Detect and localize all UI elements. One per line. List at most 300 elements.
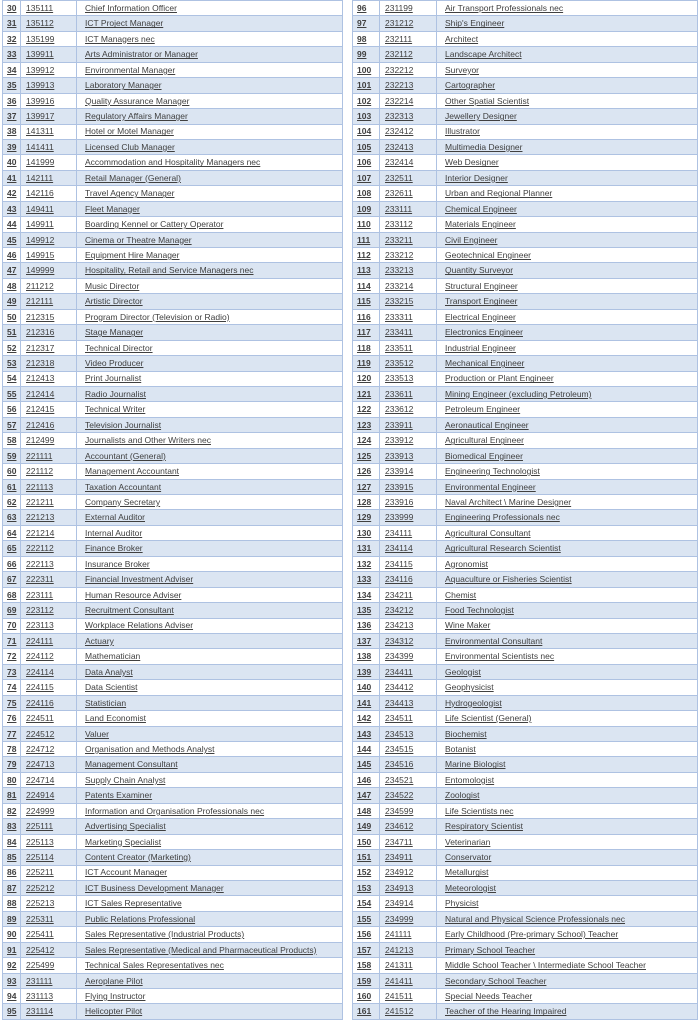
row-number-link[interactable]: 139 xyxy=(357,666,372,677)
row-number-link[interactable]: 86 xyxy=(7,867,17,878)
row-number-link[interactable]: 58 xyxy=(7,435,17,446)
occupation-code-link[interactable]: 141411 xyxy=(26,141,54,152)
occupation-code-link[interactable]: 141311 xyxy=(26,126,54,137)
occupation-code-link[interactable]: 224511 xyxy=(26,713,54,724)
row-number-link[interactable]: 35 xyxy=(7,80,17,91)
occupation-title-link[interactable]: Naval Architect \ Marine Designer xyxy=(445,496,572,507)
occupation-title-link[interactable]: Management Accountant xyxy=(85,466,180,477)
occupation-code-link[interactable]: 233911 xyxy=(385,419,413,430)
occupation-code-link[interactable]: 141999 xyxy=(26,157,55,168)
row-number-link[interactable]: 40 xyxy=(7,157,17,168)
row-number-link[interactable]: 148 xyxy=(357,805,372,816)
occupation-code-link[interactable]: 142116 xyxy=(26,188,54,199)
row-number-link[interactable]: 93 xyxy=(7,975,17,986)
occupation-title-link[interactable]: Travel Agency Manager xyxy=(85,188,175,199)
occupation-title-link[interactable]: Botanist xyxy=(445,743,476,754)
row-number-link[interactable]: 104 xyxy=(357,126,372,137)
occupation-code-link[interactable]: 241411 xyxy=(385,975,413,986)
occupation-code-link[interactable]: 234913 xyxy=(385,882,414,893)
row-number-link[interactable]: 76 xyxy=(7,713,17,724)
row-number-link[interactable]: 159 xyxy=(357,975,372,986)
row-number-link[interactable]: 125 xyxy=(357,450,372,461)
row-number-link[interactable]: 70 xyxy=(7,620,17,631)
row-number-link[interactable]: 66 xyxy=(7,558,17,569)
occupation-title-link[interactable]: Agricultural Engineer xyxy=(445,435,524,446)
row-number-link[interactable]: 101 xyxy=(357,80,372,91)
occupation-code-link[interactable]: 223113 xyxy=(26,620,54,631)
occupation-code-link[interactable]: 234612 xyxy=(385,821,414,832)
row-number-link[interactable]: 122 xyxy=(357,404,372,415)
row-number-link[interactable]: 132 xyxy=(357,558,372,569)
occupation-title-link[interactable]: Surveyor xyxy=(445,64,480,75)
occupation-code-link[interactable]: 224714 xyxy=(26,774,55,785)
occupation-title-link[interactable]: Advertising Specialist xyxy=(85,821,166,832)
row-number-link[interactable]: 60 xyxy=(7,466,17,477)
row-number-link[interactable]: 126 xyxy=(357,466,372,477)
row-number-link[interactable]: 37 xyxy=(7,111,17,122)
occupation-title-link[interactable]: Finance Broker xyxy=(85,543,143,554)
row-number-link[interactable]: 84 xyxy=(7,836,17,847)
occupation-code-link[interactable]: 233913 xyxy=(385,450,414,461)
occupation-code-link[interactable]: 225499 xyxy=(26,960,55,971)
occupation-code-link[interactable]: 232112 xyxy=(385,49,413,60)
occupation-title-link[interactable]: Hospitality, Retail and Service Managers nec xyxy=(85,265,254,276)
occupation-code-link[interactable]: 241311 xyxy=(385,960,413,971)
occupation-code-link[interactable]: 232414 xyxy=(385,157,414,168)
occupation-code-link[interactable]: 233914 xyxy=(385,466,414,477)
row-number-link[interactable]: 74 xyxy=(7,682,17,693)
occupation-code-link[interactable]: 224512 xyxy=(26,728,55,739)
row-number-link[interactable]: 87 xyxy=(7,882,17,893)
occupation-title-link[interactable]: Technical Director xyxy=(85,342,153,353)
occupation-code-link[interactable]: 211212 xyxy=(26,280,54,291)
occupation-title-link[interactable]: Regulatory Affairs Manager xyxy=(85,111,188,122)
occupation-code-link[interactable]: 233112 xyxy=(385,219,413,230)
row-number-link[interactable]: 53 xyxy=(7,358,17,369)
row-number-link[interactable]: 57 xyxy=(7,419,17,430)
occupation-title-link[interactable]: Landscape Architect xyxy=(445,49,522,60)
occupation-code-link[interactable]: 139913 xyxy=(26,80,55,91)
occupation-code-link[interactable]: 233512 xyxy=(385,358,414,369)
occupation-title-link[interactable]: Air Transport Professionals nec xyxy=(445,2,564,13)
row-number-link[interactable]: 80 xyxy=(7,774,17,785)
occupation-code-link[interactable]: 232313 xyxy=(385,111,414,122)
occupation-code-link[interactable]: 231114 xyxy=(26,1006,54,1017)
row-number-link[interactable]: 108 xyxy=(357,188,372,199)
occupation-title-link[interactable]: Veterinarian xyxy=(445,836,491,847)
occupation-title-link[interactable]: Hydrogeologist xyxy=(445,697,502,708)
row-number-link[interactable]: 117 xyxy=(357,327,371,338)
occupation-code-link[interactable]: 225113 xyxy=(26,836,54,847)
row-number-link[interactable]: 36 xyxy=(7,95,17,106)
occupation-code-link[interactable]: 234211 xyxy=(385,589,413,600)
occupation-code-link[interactable]: 233214 xyxy=(385,280,414,291)
occupation-title-link[interactable]: Environmental Scientists nec xyxy=(445,651,555,662)
occupation-code-link[interactable]: 234599 xyxy=(385,805,414,816)
occupation-title-link[interactable]: Agricultural Research Scientist xyxy=(445,543,561,554)
occupation-title-link[interactable]: Environmental Consultant xyxy=(445,635,543,646)
row-number-link[interactable]: 120 xyxy=(357,373,372,384)
row-number-link[interactable]: 103 xyxy=(357,111,372,122)
occupation-code-link[interactable]: 233916 xyxy=(385,496,414,507)
occupation-title-link[interactable]: Equipment Hire Manager xyxy=(85,249,180,260)
occupation-code-link[interactable]: 234412 xyxy=(385,682,414,693)
occupation-title-link[interactable]: Data Analyst xyxy=(85,666,133,677)
occupation-code-link[interactable]: 212416 xyxy=(26,419,55,430)
occupation-title-link[interactable]: Agricultural Consultant xyxy=(445,527,531,538)
occupation-code-link[interactable]: 241213 xyxy=(385,944,414,955)
occupation-title-link[interactable]: Illustrator xyxy=(445,126,480,137)
row-number-link[interactable]: 160 xyxy=(357,990,372,1001)
occupation-title-link[interactable]: Environmental Engineer xyxy=(445,481,536,492)
occupation-title-link[interactable]: External Auditor xyxy=(85,512,146,523)
occupation-title-link[interactable]: Geotechnical Engineer xyxy=(445,249,532,260)
occupation-title-link[interactable]: Supply Chain Analyst xyxy=(85,774,166,785)
occupation-title-link[interactable]: Zoologist xyxy=(445,790,480,801)
occupation-title-link[interactable]: Geophysicist xyxy=(445,682,494,693)
occupation-code-link[interactable]: 149411 xyxy=(26,203,54,214)
occupation-code-link[interactable]: 233915 xyxy=(385,481,414,492)
row-number-link[interactable]: 88 xyxy=(7,898,17,909)
occupation-title-link[interactable]: Primary School Teacher xyxy=(445,944,536,955)
row-number-link[interactable]: 95 xyxy=(7,1006,17,1017)
row-number-link[interactable]: 138 xyxy=(357,651,372,662)
occupation-title-link[interactable]: Licensed Club Manager xyxy=(85,141,175,152)
row-number-link[interactable]: 131 xyxy=(357,543,372,554)
occupation-code-link[interactable]: 221211 xyxy=(26,496,54,507)
occupation-title-link[interactable]: Electronics Engineer xyxy=(445,327,523,338)
occupation-code-link[interactable]: 232213 xyxy=(385,80,414,91)
occupation-title-link[interactable]: Teacher of the Hearing Impaired xyxy=(445,1006,567,1017)
occupation-code-link[interactable]: 212315 xyxy=(26,311,55,322)
occupation-code-link[interactable]: 149915 xyxy=(26,249,55,260)
occupation-title-link[interactable]: Cinema or Theatre Manager xyxy=(85,234,192,245)
occupation-code-link[interactable]: 231111 xyxy=(26,975,53,986)
occupation-code-link[interactable]: 234114 xyxy=(385,543,413,554)
row-number-link[interactable]: 48 xyxy=(7,280,17,291)
occupation-code-link[interactable]: 139917 xyxy=(26,111,55,122)
occupation-title-link[interactable]: Electrical Engineer xyxy=(445,311,516,322)
occupation-title-link[interactable]: Aeronautical Engineer xyxy=(445,419,529,430)
row-number-link[interactable]: 154 xyxy=(357,898,372,909)
occupation-code-link[interactable]: 224999 xyxy=(26,805,55,816)
occupation-title-link[interactable]: Secondary School Teacher xyxy=(445,975,547,986)
occupation-code-link[interactable]: 221214 xyxy=(26,527,55,538)
row-number-link[interactable]: 51 xyxy=(7,327,17,338)
row-number-link[interactable]: 69 xyxy=(7,605,17,616)
occupation-code-link[interactable]: 232111 xyxy=(385,33,413,44)
row-number-link[interactable]: 32 xyxy=(7,33,17,44)
occupation-code-link[interactable]: 212414 xyxy=(26,388,55,399)
row-number-link[interactable]: 92 xyxy=(7,960,17,971)
occupation-title-link[interactable]: Natural and Physical Science Professionals nec xyxy=(445,913,626,924)
occupation-title-link[interactable]: Quantity Surveyor xyxy=(445,265,514,276)
occupation-title-link[interactable]: Wine Maker xyxy=(445,620,491,631)
occupation-title-link[interactable]: Chemist xyxy=(445,589,477,600)
occupation-code-link[interactable]: 234511 xyxy=(385,713,413,724)
occupation-code-link[interactable]: 233912 xyxy=(385,435,414,446)
row-number-link[interactable]: 94 xyxy=(7,990,17,1001)
occupation-title-link[interactable]: Internal Auditor xyxy=(85,527,143,538)
occupation-title-link[interactable]: Arts Administrator or Manager xyxy=(85,49,198,60)
occupation-title-link[interactable]: Laboratory Manager xyxy=(85,80,162,91)
occupation-title-link[interactable]: Boarding Kennel or Cattery Operator xyxy=(85,219,224,230)
occupation-code-link[interactable]: 225213 xyxy=(26,898,55,909)
occupation-title-link[interactable]: Artistic Director xyxy=(85,296,143,307)
row-number-link[interactable]: 109 xyxy=(357,203,372,214)
row-number-link[interactable]: 105 xyxy=(357,141,372,152)
occupation-title-link[interactable]: ICT Sales Representative xyxy=(85,898,182,909)
row-number-link[interactable]: 85 xyxy=(7,852,17,863)
row-number-link[interactable]: 97 xyxy=(357,18,367,29)
occupation-title-link[interactable]: Financial Investment Adviser xyxy=(85,574,194,585)
occupation-title-link[interactable]: Hotel or Motel Manager xyxy=(85,126,174,137)
occupation-code-link[interactable]: 233513 xyxy=(385,373,414,384)
occupation-title-link[interactable]: Journalists and Other Writers nec xyxy=(85,435,211,446)
occupation-title-link[interactable]: Respiratory Scientist xyxy=(445,821,523,832)
occupation-code-link[interactable]: 232412 xyxy=(385,126,414,137)
occupation-title-link[interactable]: Marine Biologist xyxy=(445,759,506,770)
occupation-title-link[interactable]: Program Director (Television or Radio) xyxy=(85,311,230,322)
occupation-code-link[interactable]: 234911 xyxy=(385,852,413,863)
occupation-code-link[interactable]: 234111 xyxy=(385,527,413,538)
occupation-code-link[interactable]: 135111 xyxy=(26,2,54,13)
row-number-link[interactable]: 135 xyxy=(357,605,372,616)
occupation-title-link[interactable]: Transport Engineer xyxy=(445,296,518,307)
row-number-link[interactable]: 118 xyxy=(357,342,371,353)
occupation-title-link[interactable]: Actuary xyxy=(85,635,114,646)
occupation-code-link[interactable]: 222311 xyxy=(26,574,54,585)
occupation-code-link[interactable]: 225114 xyxy=(26,852,54,863)
occupation-code-link[interactable]: 221113 xyxy=(26,481,54,492)
occupation-title-link[interactable]: Mathematician xyxy=(85,651,141,662)
row-number-link[interactable]: 140 xyxy=(357,682,372,693)
occupation-title-link[interactable]: Special Needs Teacher xyxy=(445,990,533,1001)
row-number-link[interactable]: 67 xyxy=(7,574,17,585)
occupation-title-link[interactable]: Middle School Teacher \ Intermediate School Teacher xyxy=(445,960,646,971)
occupation-title-link[interactable]: Aeroplane Pilot xyxy=(85,975,143,986)
occupation-title-link[interactable]: Early Childhood (Pre-primary School) Teacher xyxy=(445,929,619,940)
row-number-link[interactable]: 82 xyxy=(7,805,17,816)
occupation-code-link[interactable]: 223112 xyxy=(26,605,54,616)
occupation-code-link[interactable]: 149912 xyxy=(26,234,55,245)
row-number-link[interactable]: 124 xyxy=(357,435,372,446)
row-number-link[interactable]: 64 xyxy=(7,527,17,538)
occupation-title-link[interactable]: Entomologist xyxy=(445,774,495,785)
occupation-code-link[interactable]: 232511 xyxy=(385,172,413,183)
row-number-link[interactable]: 119 xyxy=(357,358,371,369)
occupation-title-link[interactable]: Music Director xyxy=(85,280,140,291)
occupation-code-link[interactable]: 233999 xyxy=(385,512,414,523)
row-number-link[interactable]: 143 xyxy=(357,728,372,739)
row-number-link[interactable]: 91 xyxy=(7,944,17,955)
occupation-code-link[interactable]: 221111 xyxy=(26,450,53,461)
row-number-link[interactable]: 38 xyxy=(7,126,17,137)
occupation-code-link[interactable]: 233213 xyxy=(385,265,414,276)
occupation-code-link[interactable]: 223111 xyxy=(26,589,54,600)
row-number-link[interactable]: 34 xyxy=(7,64,17,75)
occupation-title-link[interactable]: Video Producer xyxy=(85,358,144,369)
row-number-link[interactable]: 44 xyxy=(7,219,17,230)
row-number-link[interactable]: 81 xyxy=(7,790,17,801)
occupation-code-link[interactable]: 212317 xyxy=(26,342,55,353)
occupation-code-link[interactable]: 234513 xyxy=(385,728,414,739)
occupation-title-link[interactable]: Civil Engineer xyxy=(445,234,498,245)
occupation-title-link[interactable]: Fleet Manager xyxy=(85,203,140,214)
occupation-title-link[interactable]: Taxation Accountant xyxy=(85,481,162,492)
occupation-title-link[interactable]: Helicopter Pilot xyxy=(85,1006,143,1017)
row-number-link[interactable]: 145 xyxy=(357,759,372,770)
row-number-link[interactable]: 152 xyxy=(357,867,372,878)
occupation-title-link[interactable]: Radio Journalist xyxy=(85,388,146,399)
occupation-code-link[interactable]: 234116 xyxy=(385,574,413,585)
occupation-title-link[interactable]: Mining Engineer (excluding Petroleum) xyxy=(445,388,592,399)
occupation-code-link[interactable]: 234521 xyxy=(385,774,414,785)
row-number-link[interactable]: 68 xyxy=(7,589,17,600)
row-number-link[interactable]: 114 xyxy=(357,280,371,291)
row-number-link[interactable]: 116 xyxy=(357,311,371,322)
occupation-code-link[interactable]: 233215 xyxy=(385,296,414,307)
occupation-code-link[interactable]: 225111 xyxy=(26,821,54,832)
row-number-link[interactable]: 49 xyxy=(7,296,17,307)
occupation-title-link[interactable]: Architect xyxy=(445,33,479,44)
occupation-code-link[interactable]: 224115 xyxy=(26,682,54,693)
occupation-code-link[interactable]: 234312 xyxy=(385,635,414,646)
row-number-link[interactable]: 113 xyxy=(357,265,371,276)
row-number-link[interactable]: 142 xyxy=(357,713,372,724)
occupation-code-link[interactable]: 212111 xyxy=(26,296,54,307)
occupation-code-link[interactable]: 135112 xyxy=(26,18,54,29)
row-number-link[interactable]: 71 xyxy=(7,635,17,646)
occupation-title-link[interactable]: Quality Assurance Manager xyxy=(85,95,190,106)
row-number-link[interactable]: 156 xyxy=(357,929,372,940)
occupation-title-link[interactable]: Workplace Relations Adviser xyxy=(85,620,194,631)
row-number-link[interactable]: 89 xyxy=(7,913,17,924)
occupation-code-link[interactable]: 212413 xyxy=(26,373,55,384)
row-number-link[interactable]: 90 xyxy=(7,929,17,940)
occupation-title-link[interactable]: Insurance Broker xyxy=(85,558,150,569)
occupation-code-link[interactable]: 233612 xyxy=(385,404,414,415)
occupation-code-link[interactable]: 225412 xyxy=(26,944,55,955)
occupation-code-link[interactable]: 234912 xyxy=(385,867,414,878)
occupation-title-link[interactable]: Petroleum Engineer xyxy=(445,404,521,415)
row-number-link[interactable]: 61 xyxy=(7,481,17,492)
occupation-title-link[interactable]: Content Creator (Marketing) xyxy=(85,852,191,863)
occupation-title-link[interactable]: Life Scientists nec xyxy=(445,805,514,816)
row-number-link[interactable]: 153 xyxy=(357,882,372,893)
occupation-title-link[interactable]: ICT Business Development Manager xyxy=(85,882,224,893)
row-number-link[interactable]: 98 xyxy=(357,33,367,44)
occupation-title-link[interactable]: ICT Account Manager xyxy=(85,867,168,878)
occupation-title-link[interactable]: Structural Engineer xyxy=(445,280,518,291)
row-number-link[interactable]: 55 xyxy=(7,388,17,399)
row-number-link[interactable]: 54 xyxy=(7,373,17,384)
occupation-title-link[interactable]: Recruitment Consultant xyxy=(85,605,174,616)
occupation-code-link[interactable]: 224713 xyxy=(26,759,55,770)
occupation-code-link[interactable]: 233611 xyxy=(385,388,413,399)
row-number-link[interactable]: 134 xyxy=(357,589,372,600)
occupation-title-link[interactable]: Biochemist xyxy=(445,728,487,739)
row-number-link[interactable]: 137 xyxy=(357,635,372,646)
occupation-title-link[interactable]: Environmental Manager xyxy=(85,64,176,75)
occupation-title-link[interactable]: Biomedical Engineer xyxy=(445,450,523,461)
row-number-link[interactable]: 43 xyxy=(7,203,17,214)
occupation-code-link[interactable]: 224712 xyxy=(26,743,55,754)
row-number-link[interactable]: 144 xyxy=(357,743,372,754)
occupation-code-link[interactable]: 149999 xyxy=(26,265,55,276)
occupation-code-link[interactable]: 212316 xyxy=(26,327,55,338)
occupation-code-link[interactable]: 234999 xyxy=(385,913,414,924)
occupation-code-link[interactable]: 222113 xyxy=(26,558,54,569)
occupation-code-link[interactable]: 224914 xyxy=(26,790,55,801)
row-number-link[interactable]: 39 xyxy=(7,141,17,152)
row-number-link[interactable]: 129 xyxy=(357,512,372,523)
occupation-code-link[interactable]: 232611 xyxy=(385,188,413,199)
occupation-code-link[interactable]: 139911 xyxy=(26,49,54,60)
occupation-title-link[interactable]: Chemical Engineer xyxy=(445,203,517,214)
occupation-title-link[interactable]: Sales Representative (Industrial Products) xyxy=(85,929,245,940)
row-number-link[interactable]: 149 xyxy=(357,821,372,832)
row-number-link[interactable]: 77 xyxy=(7,728,17,739)
occupation-title-link[interactable]: Patents Examiner xyxy=(85,790,153,801)
occupation-title-link[interactable]: Management Consultant xyxy=(85,759,178,770)
occupation-title-link[interactable]: Print Journalist xyxy=(85,373,142,384)
row-number-link[interactable]: 96 xyxy=(357,2,367,13)
occupation-code-link[interactable]: 234711 xyxy=(385,836,413,847)
row-number-link[interactable]: 157 xyxy=(357,944,372,955)
row-number-link[interactable]: 63 xyxy=(7,512,17,523)
occupation-title-link[interactable]: Accountant (General) xyxy=(85,450,166,461)
row-number-link[interactable]: 150 xyxy=(357,836,372,847)
occupation-code-link[interactable]: 212415 xyxy=(26,404,55,415)
row-number-link[interactable]: 133 xyxy=(357,574,372,585)
occupation-title-link[interactable]: Public Relations Professional xyxy=(85,913,196,924)
occupation-title-link[interactable]: Information and Organisation Professionals nec xyxy=(85,805,265,816)
occupation-code-link[interactable]: 142111 xyxy=(26,172,54,183)
row-number-link[interactable]: 130 xyxy=(357,527,372,538)
occupation-code-link[interactable]: 231199 xyxy=(385,2,413,13)
row-number-link[interactable]: 30 xyxy=(7,2,17,13)
row-number-link[interactable]: 127 xyxy=(357,481,372,492)
occupation-title-link[interactable]: Production or Plant Engineer xyxy=(445,373,554,384)
occupation-code-link[interactable]: 234914 xyxy=(385,898,414,909)
occupation-title-link[interactable]: Organisation and Methods Analyst xyxy=(85,743,215,754)
row-number-link[interactable]: 99 xyxy=(357,49,367,60)
occupation-title-link[interactable]: Industrial Engineer xyxy=(445,342,516,353)
row-number-link[interactable]: 45 xyxy=(7,234,17,245)
occupation-code-link[interactable]: 225311 xyxy=(26,913,54,924)
occupation-title-link[interactable]: Land Economist xyxy=(85,713,146,724)
occupation-code-link[interactable]: 231212 xyxy=(385,18,414,29)
occupation-code-link[interactable]: 135199 xyxy=(26,33,55,44)
occupation-title-link[interactable]: Chief Information Officer xyxy=(85,2,177,13)
occupation-code-link[interactable]: 232212 xyxy=(385,64,414,75)
occupation-code-link[interactable]: 224111 xyxy=(26,635,54,646)
occupation-title-link[interactable]: Interior Designer xyxy=(445,172,508,183)
occupation-code-link[interactable]: 225212 xyxy=(26,882,55,893)
occupation-code-link[interactable]: 139916 xyxy=(26,95,55,106)
occupation-title-link[interactable]: Data Scientist xyxy=(85,682,138,693)
occupation-code-link[interactable]: 212499 xyxy=(26,435,55,446)
occupation-title-link[interactable]: Sales Representative (Medical and Pharmaceutical Products) xyxy=(85,944,317,955)
row-number-link[interactable]: 79 xyxy=(7,759,17,770)
occupation-title-link[interactable]: Jewellery Designer xyxy=(445,111,517,122)
occupation-title-link[interactable]: Aquaculture or Fisheries Scientist xyxy=(445,574,572,585)
occupation-code-link[interactable]: 234213 xyxy=(385,620,414,631)
row-number-link[interactable]: 100 xyxy=(357,64,372,75)
row-number-link[interactable]: 78 xyxy=(7,743,17,754)
occupation-code-link[interactable]: 212318 xyxy=(26,358,55,369)
